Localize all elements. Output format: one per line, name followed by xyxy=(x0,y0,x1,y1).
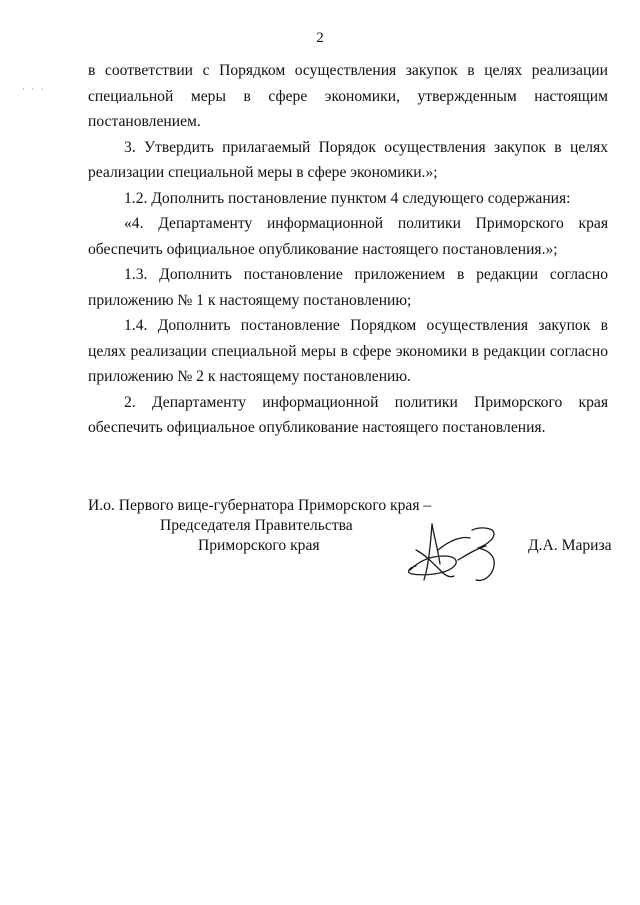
signer-position-line-1: И.о. Первого вице-губернатора Приморского края – xyxy=(88,497,432,514)
page-number: 2 xyxy=(316,30,324,46)
handwritten-signature xyxy=(398,520,508,584)
paragraph-item-1-4: 1.4. Дополнить постановление Порядком осуществления закупок в целях реализации специальной меры в сфере экономики в редакции согласно приложению № 2 к настоящему постановлению. xyxy=(88,317,608,385)
paragraph-item-1-3: 1.3. Дополнить постановление приложением в редакции согласно приложению № 1 к настоящему постановлению; xyxy=(88,266,608,309)
paragraph-item-4-quote: «4. Департаменту информационной политики Приморского края обеспечить официальное опубликование настоящего постановления.»; xyxy=(88,215,608,258)
paragraph-item-1-2: 1.2. Дополнить постановление пунктом 4 следующего содержания: xyxy=(124,189,571,207)
scan-mark: · · · xyxy=(22,84,46,94)
paragraph-item-3: 3. Утвердить прилагаемый Порядок осуществления закупок в целях реализации специальной меры в сфере экономики.»; xyxy=(88,138,608,181)
signer-position-line-3: Приморского края xyxy=(198,537,320,554)
paragraph-item-2: 2. Департаменту информационной политики Приморского края обеспечить официальное опубликование настоящего постановления. xyxy=(88,393,608,436)
signature-block xyxy=(88,496,618,596)
signer-position-line-2: Председателя Правительства xyxy=(160,517,353,534)
signer-name: Д.А. Мариза xyxy=(528,537,612,554)
paragraph-continuation: в соответствии с Порядком осуществления закупок в целях реализации специальной меры в сфере экономики, утвержденным настоящим постановлением. xyxy=(88,62,608,130)
document-body xyxy=(88,58,608,441)
